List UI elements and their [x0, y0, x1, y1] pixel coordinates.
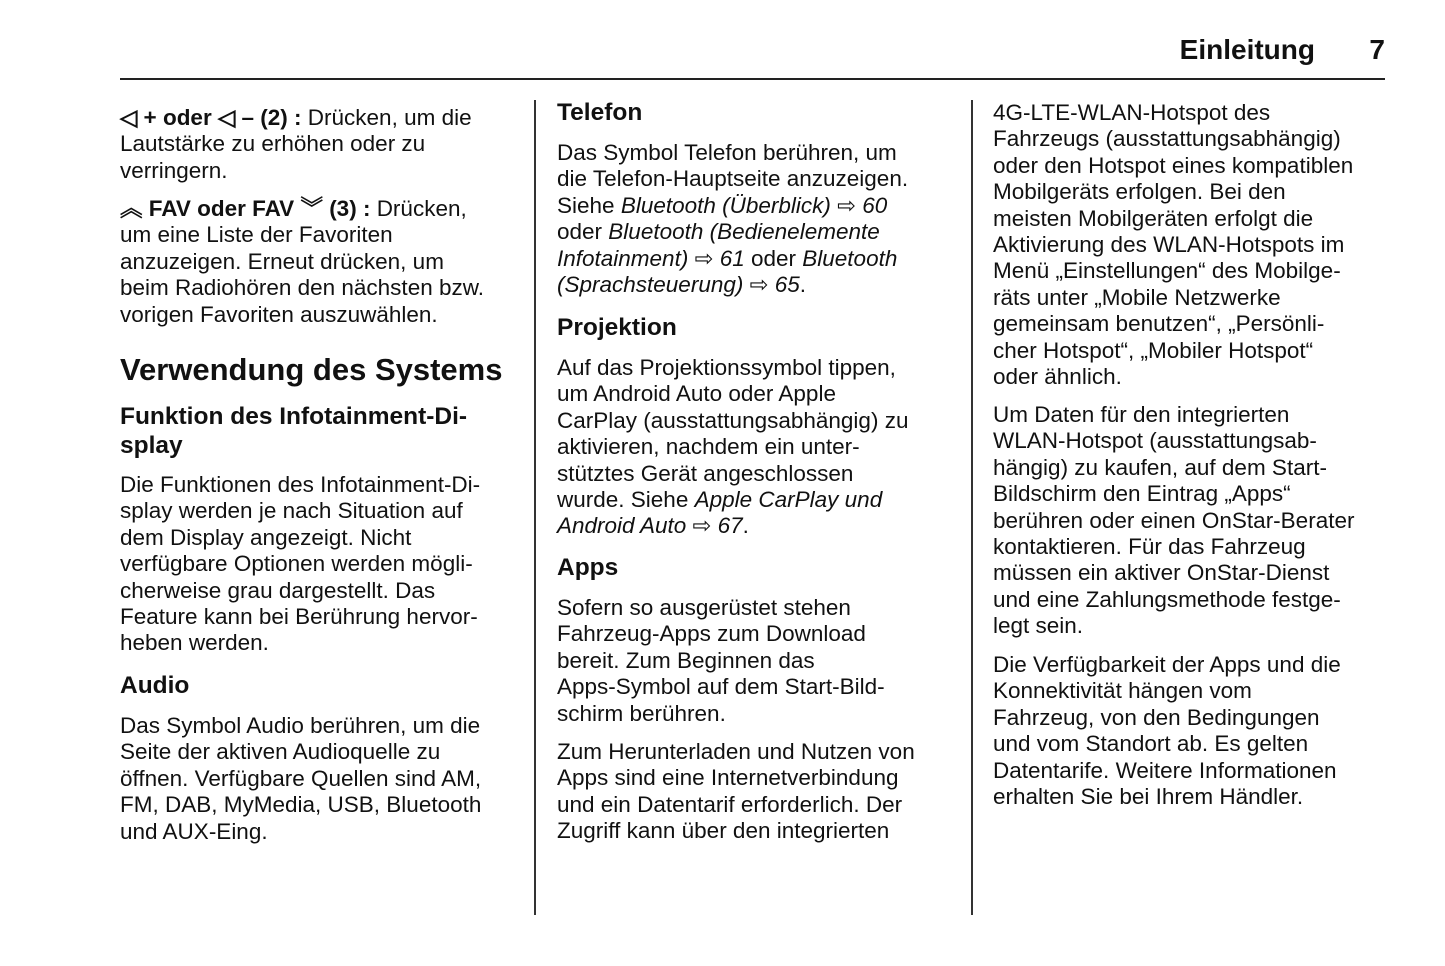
text-line: die Telefon-Hauptseite anzuzeigen.	[557, 166, 909, 192]
text-line: Apps-Symbol auf dem Start-Bild-	[557, 674, 885, 700]
text-run: oder	[744, 245, 803, 271]
text-line: Funktion des Infotainment-Di-	[120, 403, 468, 430]
text-line: und eine Zahlungsmethode festge-	[993, 586, 1341, 612]
cross-reference: 61	[719, 245, 745, 271]
text-line: splay werden je nach Situation auf	[120, 498, 463, 524]
paragraph	[993, 402, 1413, 640]
text-line: Audio	[120, 672, 190, 699]
text-line: um eine Liste der Favoriten	[120, 222, 393, 248]
text-run: Drücken,	[376, 196, 467, 221]
subsection-heading	[557, 313, 977, 342]
text-line: oder den Hotspot eines kompatiblen	[993, 152, 1354, 178]
text-line	[120, 196, 540, 222]
paragraph	[120, 105, 540, 184]
text-line: Menü „Einstellungen“ des Mobilge-	[993, 258, 1341, 284]
control-label: ◁ + oder ◁ – (2) :	[120, 105, 308, 130]
subsection-heading	[120, 402, 540, 460]
text-line: Telefon	[557, 99, 643, 126]
cross-reference: 67	[717, 513, 743, 539]
cross-reference: 65	[774, 272, 800, 298]
cross-reference: Bluetooth (Überblick)	[620, 192, 831, 218]
text-line: gemeinsam benutzen“, „Persönli-	[993, 311, 1325, 337]
text-line: heben werden.	[120, 630, 269, 656]
cross-reference: Bluetooth	[802, 245, 898, 271]
text-line: schirm berühren.	[557, 700, 726, 726]
section-heading	[120, 353, 540, 387]
chapter-title: Einleitung	[1179, 34, 1315, 65]
text-line	[120, 105, 540, 131]
text-line	[557, 272, 977, 298]
text-line: vorigen Favoriten auszuwählen.	[120, 301, 438, 327]
text-run: oder	[557, 219, 609, 245]
text-line: Projektion	[557, 314, 677, 341]
text-line: und AUX-Eing.	[120, 818, 268, 844]
cross-reference: Bluetooth (Bedienelemente	[608, 219, 880, 245]
text-run: ⇨	[686, 513, 718, 539]
text-line: Zugriff kann über den integrierten	[557, 818, 890, 844]
text-run: ⇨	[688, 245, 720, 271]
text-line: Verwendung des Systems	[120, 352, 503, 387]
subsection-heading	[557, 98, 977, 127]
text-line: splay	[120, 432, 183, 459]
text-line: Das Symbol Audio berühren, um die	[120, 713, 481, 738]
text-line: um Android Auto oder Apple	[557, 381, 836, 407]
control-label: ︽ FAV oder FAV ︾ (3) :	[120, 196, 377, 221]
text-line: stütztes Gerät angeschlossen	[557, 460, 854, 486]
text-line: Aktivierung des WLAN-Hotspots im	[993, 232, 1345, 258]
text-run: ⇨	[743, 272, 775, 298]
paragraph	[993, 100, 1413, 390]
text-line: 4G-LTE-WLAN-Hotspot des	[993, 100, 1271, 125]
text-line	[557, 219, 977, 245]
header-rule	[120, 78, 1385, 80]
text-line: Seite der aktiven Audioquelle zu	[120, 739, 441, 765]
text-line: räts unter „Mobile Netzwerke	[993, 284, 1281, 310]
text-line: beim Radiohören den nächsten bzw.	[120, 275, 484, 301]
text-line: Sofern so ausgerüstet stehen	[557, 595, 851, 620]
text-line: Bildschirm den Eintrag „Apps“	[993, 481, 1291, 507]
text-line	[557, 487, 977, 513]
text-line: Konnektivität hängen vom	[993, 678, 1252, 704]
text-line: bereit. Zum Beginnen das	[557, 647, 815, 673]
text-line: FM, DAB, MyMedia, USB, Bluetooth	[120, 792, 482, 818]
paragraph	[557, 355, 977, 540]
paragraph	[120, 196, 540, 328]
text-run: .	[799, 272, 807, 298]
text-line: dem Display angezeigt. Nicht	[120, 524, 412, 550]
text-line: legt sein.	[993, 613, 1084, 639]
cross-reference: Apple CarPlay und	[694, 487, 883, 513]
text-line: müssen ein aktiver OnStar-Dienst	[993, 560, 1330, 586]
text-run: Siehe	[557, 192, 621, 218]
cross-reference: Infotainment)	[557, 245, 689, 271]
text-line: hängig) zu kaufen, auf dem Start-	[993, 454, 1327, 480]
text-run: Drücken, um die	[307, 105, 472, 130]
text-line: Apps sind eine Internetverbindung	[557, 765, 899, 791]
paragraph	[557, 595, 977, 727]
text-line: Feature kann bei Berührung hervor-	[120, 604, 478, 630]
paragraph	[557, 739, 977, 845]
text-run: .	[742, 513, 749, 539]
subsection-heading	[120, 671, 540, 700]
text-run: wurde. Siehe	[557, 487, 695, 513]
text-line: öffnen. Verfügbare Quellen sind AM,	[120, 765, 482, 791]
text-line: meisten Mobilgeräten erfolgt die	[993, 205, 1314, 231]
text-line	[557, 246, 977, 272]
text-line: berühren oder einen OnStar-Berater	[993, 507, 1355, 533]
text-line: oder ähnlich.	[993, 364, 1122, 390]
text-line: Das Symbol Telefon berühren, um	[557, 140, 897, 165]
text-line: anzuzeigen. Erneut drücken, um	[120, 248, 444, 274]
text-line: kontaktieren. Für das Fahrzeug	[993, 534, 1306, 560]
text-line: erhalten Sie bei Ihrem Händler.	[993, 784, 1304, 810]
paragraph	[993, 652, 1413, 810]
text-line: verfügbare Optionen werden mögli-	[120, 551, 473, 577]
text-line	[557, 513, 977, 539]
text-line: Fahrzeug, von den Bedingungen	[993, 704, 1320, 730]
text-line: Die Verfügbarkeit der Apps und die	[993, 652, 1341, 677]
text-line: Fahrzeugs (ausstattungsabhängig)	[993, 126, 1341, 152]
cross-reference: 60	[862, 192, 888, 218]
paragraph	[120, 713, 540, 845]
text-line: und vom Standort ab. Es gelten	[993, 731, 1309, 757]
cross-reference: Android Auto	[557, 513, 687, 539]
page-number: 7	[1369, 34, 1385, 65]
cross-reference: (Sprachsteuerung)	[557, 272, 744, 298]
text-line: cherweise grau dargestellt. Das	[120, 577, 436, 603]
text-run: ⇨	[830, 192, 863, 218]
text-line: WLAN-Hotspot (ausstattungsab-	[993, 428, 1317, 454]
text-line: Fahrzeug-Apps zum Download	[557, 621, 866, 647]
subsection-heading	[557, 553, 977, 582]
text-line: Zum Herunterladen und Nutzen von	[557, 739, 915, 764]
text-line: Datentarife. Weitere Informationen	[993, 757, 1337, 783]
text-line: aktivieren, nachdem ein unter-	[557, 434, 860, 460]
text-line: CarPlay (ausstattungsabhängig) zu	[557, 407, 909, 433]
text-line: Lautstärke zu erhöhen oder zu	[120, 131, 426, 157]
text-line: Die Funktionen des Infotainment-Di-	[120, 472, 481, 497]
text-line: cher Hotspot“, „Mobiler Hotspot“	[993, 337, 1314, 363]
text-line: Auf das Projektionssymbol tippen,	[557, 355, 896, 380]
text-line: Mobilgeräts erfolgen. Bei den	[993, 179, 1286, 205]
text-line	[557, 193, 977, 219]
text-line: Apps	[557, 554, 619, 581]
text-line: Um Daten für den integrierten	[993, 402, 1290, 427]
paragraph	[557, 140, 977, 298]
text-line: und ein Datentarif erforderlich. Der	[557, 791, 903, 817]
paragraph	[120, 472, 540, 657]
text-line: verringern.	[120, 157, 228, 183]
